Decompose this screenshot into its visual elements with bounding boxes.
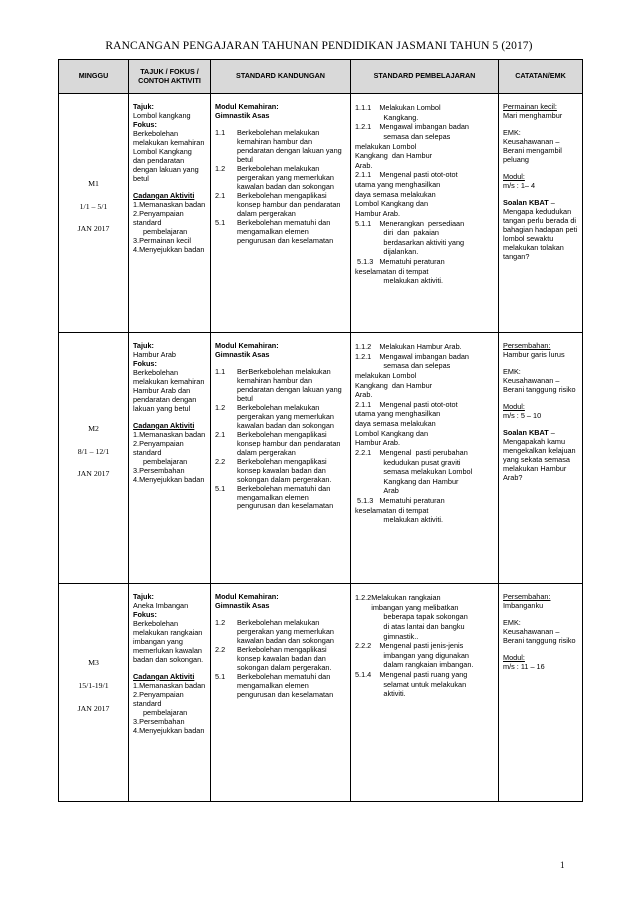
week-number: M3 [88,658,99,668]
tajuk-label: Tajuk: [133,592,154,601]
kbat-heading: Soalan KBAT – [503,197,555,207]
kandungan-item [215,431,346,458]
table-row [59,584,583,802]
pembelajaran-line: kedudukan pusat graviti [355,457,461,467]
pembelajaran-line: utama yang menghasilkan [355,180,441,189]
pembelajaran-line: Hambur Arab. [355,208,401,218]
lesson-plan-table [58,59,583,802]
aktiviti-item: 2.Penyampaian standard [133,208,184,227]
catatan-head: Persembahan: [503,341,551,350]
catatan-content [499,584,582,676]
kandungan-text: Berkebolehan mengaplikasi konsep hambur dan pendaratan dalam pergerakan [237,190,341,218]
pembelajaran-line: daya semasa melakukan [355,189,436,199]
kandungan-number: 2.1 [215,190,226,200]
pembelajaran-line: 5.1.3 Mematuhi peraturan [355,257,445,266]
tajuk-label: Tajuk: [133,102,154,111]
kandungan-item [215,646,346,673]
pembelajaran-line: 1.2.2Melakukan rangkaian [355,593,441,602]
topic-content [129,333,210,489]
fokus-label: Fokus: [133,358,157,368]
kbat-label: Soalan KBAT [503,427,549,437]
kandungan-number: 2.2 [215,456,226,466]
pembelajaran-cell [351,94,499,333]
pembelajaran-line: 5.1.4 Mengenal pasti ruang yang [355,670,468,679]
table-row [59,333,583,584]
pembelajaran-line: beberapa tapak sokongan [355,612,468,622]
kandungan-item [215,458,346,485]
week-cell [59,94,129,333]
header-pembelajaran: STANDARD PEMBELAJARAN [351,60,499,94]
kandungan-text: Berkebolehan melakukan kemahiran hambur dan pendaratan dengan lakuan yang betul [237,127,342,164]
pembelajaran-cell [351,333,499,584]
pembelajaran-line: daya semasa melakukan [355,419,436,428]
kandungan-text: Berkebolehan mematuhi dan mengamalkan elemen pengurusan dan keselamatan [237,217,334,245]
kandungan-number: 1.2 [215,163,226,173]
header-kandungan: STANDARD KANDUNGAN [211,60,351,94]
kandungan-text: Berkebolehan melakukan pergerakan yang memerlukan kawalan badan dan sokongan [237,163,334,191]
pembelajaran-line: 5.1.3 Mematuhi peraturan [355,496,445,505]
tajuk-text: Hambur Arab [133,349,176,359]
kandungan-number: 2.2 [215,644,226,654]
modul-label: Modul Kemahiran: [215,592,279,601]
modul-ms: m/s : 11 – 16 [503,661,545,671]
week-cell [59,584,129,802]
week-dates: 15/1-19/1 [78,681,109,691]
kandungan-text: BerBerkebolehan melakukan kemahiran hambur dan pendaratan dengan lakuan yang betul [237,366,342,403]
pembelajaran-line: melakukan aktiviti. [355,515,444,525]
kandungan-item [215,192,346,219]
pembelajaran-line: 5.1.1 Menerangkan persediaan [355,218,465,228]
modul-ms: m/s : 1– 4 [503,180,536,190]
pembelajaran-line: utama yang menghasilkan [355,409,441,419]
catatan-cell [499,333,583,584]
kandungan-content [211,333,350,515]
kandungan-cell [211,584,351,802]
kandungan-number: 5.1 [215,671,226,681]
catatan-head: Persembahan: [503,592,551,601]
kandungan-item [215,404,346,431]
modul-sub: Gimnastik Asas [215,349,270,359]
pembelajaran-line: 1.1.1 Melakukan Lombol [355,103,441,112]
kandungan-item [215,129,346,165]
aktiviti-label: Cadangan Aktiviti [133,420,195,430]
kandungan-content [211,584,350,704]
kbat-question: Mengapakah kamu mengekalkan kelajuan yang sekata semasa melakukan Hambur Arab? [503,436,576,482]
header-tajuk: TAJUK / FOKUS / CONTOH AKTIVITI [129,60,211,94]
pembelajaran-content [351,584,498,703]
week-number: M1 [88,178,99,188]
pembelajaran-line: dalam rangkaian imbangan. [355,660,474,670]
kandungan-item [215,368,346,404]
kandungan-text: Berkebolehan melakukan pergerakan yang memerlukan kawalan badan dan sokongan [237,402,334,430]
modul-ms: m/s : 5 – 10 [503,410,542,420]
week-month: JAN 2017 [77,469,110,479]
catatan-head-text: Hambur garis lurus [503,349,565,359]
emk-text: Keusahawanan – Berani tanggung risiko [503,375,576,394]
pembelajaran-line: Arab. [355,160,373,170]
kandungan-content [211,94,350,250]
aktiviti-item: 1.Memanaskan badan [133,680,206,690]
modul-ms-label: Modul: [503,652,525,662]
aktiviti-item: pembelajaran [143,707,188,717]
pembelajaran-line: semasa dan selepas [355,361,451,371]
pembelajaran-line: di atas lantai dan bangku [355,621,465,631]
aktiviti-item: 3.Persembahan [133,465,185,475]
kandungan-number: 1.2 [215,402,226,412]
aktiviti-item: 4.Menyejukkan badan [133,725,205,735]
aktiviti-item: 2.Penyampaian standard [133,689,184,708]
pembelajaran-line: keselamatan di tempat [355,266,429,276]
catatan-cell [499,94,583,333]
kbat-label: Soalan KBAT [503,197,549,207]
modul-sub: Gimnastik Asas [215,600,270,610]
kbat-question: Mengapa kedudukan tangan perlu berada di bahagian hadapan peti lombol sewaktu melakukan tolakan tangan? [503,206,578,261]
week-number: M2 [88,423,99,433]
kandungan-number: 1.2 [215,617,226,627]
catatan-content [499,333,582,487]
pembelajaran-line: Kangkang dan Hambur [355,380,433,390]
fokus-label: Fokus: [133,609,157,619]
kandungan-text: Berkebolehan mengaplikasi konsep hambur dan pendaratan dalam pergerakan [237,429,341,457]
fokus-text: Berkebolehan melakukan rangkaian imbangan yang memerlukan kawalan badan dan sokongan. [133,618,204,664]
kandungan-text: Berkebolehan mengaplikasi konsep kawalan badan dan sokongan dalam pergerakan. [237,456,332,484]
kbat-heading: Soalan KBAT – [503,427,555,437]
pembelajaran-line: semasa melakukan Lombol [355,467,473,477]
emk-label: EMK: [503,127,521,137]
pembelajaran-line: gimnastik.. [355,631,419,641]
pembelajaran-line: 2.2.2 Mengenal pasti jenis-jenis [355,641,464,651]
aktiviti-item: pembelajaran [143,456,188,466]
kandungan-item [215,219,346,246]
catatan-head-text: Mari menghambur [503,110,563,120]
week-dates: 8/1 – 12/1 [77,446,110,456]
pembelajaran-line: dijalankan. [355,247,419,257]
kandungan-number: 5.1 [215,217,226,227]
kandungan-item [215,619,346,646]
aktiviti-item: 1.Memanaskan badan [133,429,206,439]
fokus-text: Berkebolehan melakukan kemahiran Lombol Kangkang dan pendaratan dengan lakuan yang betul [133,128,205,183]
pembelajaran-line: imbangan yang digunakan [355,650,469,660]
topic-cell [129,94,211,333]
document-title: RANCANGAN PENGAJARAN TAHUNAN PENDIDIKAN JASMANI TAHUN 5 (2017) [105,40,533,52]
pembelajaran-line: 2.2.1 Mengenal pasti perubahan [355,447,468,457]
fokus-label: Fokus: [133,119,157,129]
week-cell [59,333,129,584]
pembelajaran-line: Lombol Kangkang dan [355,199,429,209]
pembelajaran-line: 2.1.1 Mengenal pasti otot-otot [355,170,458,180]
week-dates: 1/1 – 5/1 [79,201,108,211]
fokus-text: Berkebolehan melakukan kemahiran Hambur Arab dan pendaratan dengan lakuan yang betul [133,367,205,413]
topic-cell [129,333,211,584]
modul-sub: Gimnastik Asas [215,110,270,120]
pembelajaran-line: 1.2.1 Mengawal imbangan badan [355,351,469,361]
topic-content [129,584,210,740]
kandungan-item [215,673,346,700]
tajuk-label: Tajuk: [133,341,154,350]
aktiviti-label: Cadangan Aktiviti [133,671,195,681]
kandungan-text: Berkebolehan mematuhi dan mengamalkan elemen pengurusan dan keselamatan [237,483,334,511]
header-catatan: CATATAN/EMK [499,60,583,94]
page-number: 1 [560,860,565,870]
emk-text: Keusahawanan – Berani mengambil peluang [503,136,562,164]
modul-ms-label: Modul: [503,171,525,181]
kandungan-number: 5.1 [215,483,226,493]
catatan-head-text: Imbanganku [503,600,544,610]
pembelajaran-line: Kangkang. [355,112,419,122]
emk-text: Keusahawanan – Berani tanggung risiko [503,626,576,645]
catatan-cell [499,584,583,802]
aktiviti-item: 4.Menyejukkan badan [133,474,205,484]
pembelajaran-line: 2.1.1 Mengenal pasti otot-otot [355,399,458,409]
pembelajaran-line: selamat untuk melakukan [355,679,467,689]
aktiviti-label: Cadangan Aktiviti [133,190,195,200]
kandungan-cell [211,94,351,333]
catatan-content [499,94,582,266]
emk-label: EMK: [503,617,521,627]
pembelajaran-content [351,333,498,529]
kandungan-number: 2.1 [215,429,226,439]
pembelajaran-line: Kangkang dan Hambur [355,476,459,486]
pembelajaran-line: semasa dan selepas [355,131,451,141]
kandungan-number: 1.1 [215,366,226,376]
kandungan-text: Berkebolehan melakukan pergerakan yang memerlukan kawalan badan dan sokongan [237,617,334,645]
kandungan-text: Berkebolehan mengaplikasi konsep kawalan badan dan sokongan dalam pergerakan. [237,644,332,672]
catatan-head: Permainan kecil: [503,102,557,111]
emk-label: EMK: [503,366,521,376]
week-month: JAN 2017 [77,224,110,234]
aktiviti-item: 3.Persembahan [133,716,185,726]
pembelajaran-line: aktiviti. [355,689,406,699]
modul-label: Modul Kemahiran: [215,341,279,350]
pembelajaran-line: berdasarkan aktiviti yang [355,237,465,247]
table-header-row [59,60,583,94]
pembelajaran-line: diri dan pakaian [355,228,439,238]
aktiviti-item: 4.Menyejukkan badan [133,244,205,254]
topic-content [129,94,210,259]
pembelajaran-line: Arab. [355,390,373,400]
kandungan-item [215,485,346,512]
week-month: JAN 2017 [77,703,110,713]
pembelajaran-cell [351,584,499,802]
pembelajaran-line: 1.2.1 Mengawal imbangan badan [355,122,469,132]
pembelajaran-line: Arab [355,486,399,496]
tajuk-text: Aneka Imbangan [133,600,189,610]
aktiviti-item: 2.Penyampaian standard [133,438,184,457]
kandungan-item [215,165,346,192]
kandungan-number: 1.1 [215,127,226,137]
pembelajaran-line: keselamatan di tempat [355,505,429,515]
pembelajaran-line: Hambur Arab. [355,438,401,448]
aktiviti-item: 3.Permainan kecil [133,235,191,245]
pembelajaran-line: imbangan yang melibatkan [355,602,459,612]
aktiviti-item: pembelajaran [143,226,188,236]
kandungan-text: Berkebolehan mematuhi dan mengamalkan elemen pengurusan dan keselamatan [237,671,334,699]
pembelajaran-content [351,94,498,290]
pembelajaran-line: melakukan Lombol [355,141,417,151]
pembelajaran-line: melakukan Lombol [355,370,417,380]
topic-cell [129,584,211,802]
pembelajaran-line: melakukan aktiviti. [355,276,444,286]
table-row [59,94,583,333]
pembelajaran-line: Kangkang dan Hambur [355,151,433,161]
header-minggu: MINGGU [59,60,129,94]
modul-label: Modul Kemahiran: [215,102,279,111]
kandungan-cell [211,333,351,584]
tajuk-text: Lombol kangkang [133,110,191,120]
modul-ms-label: Modul: [503,401,525,411]
pembelajaran-line: 1.1.2 Melakukan Hambur Arab. [355,342,462,351]
aktiviti-item: 1.Memanaskan badan [133,199,206,209]
pembelajaran-line: Lombol Kangkang dan [355,428,429,438]
